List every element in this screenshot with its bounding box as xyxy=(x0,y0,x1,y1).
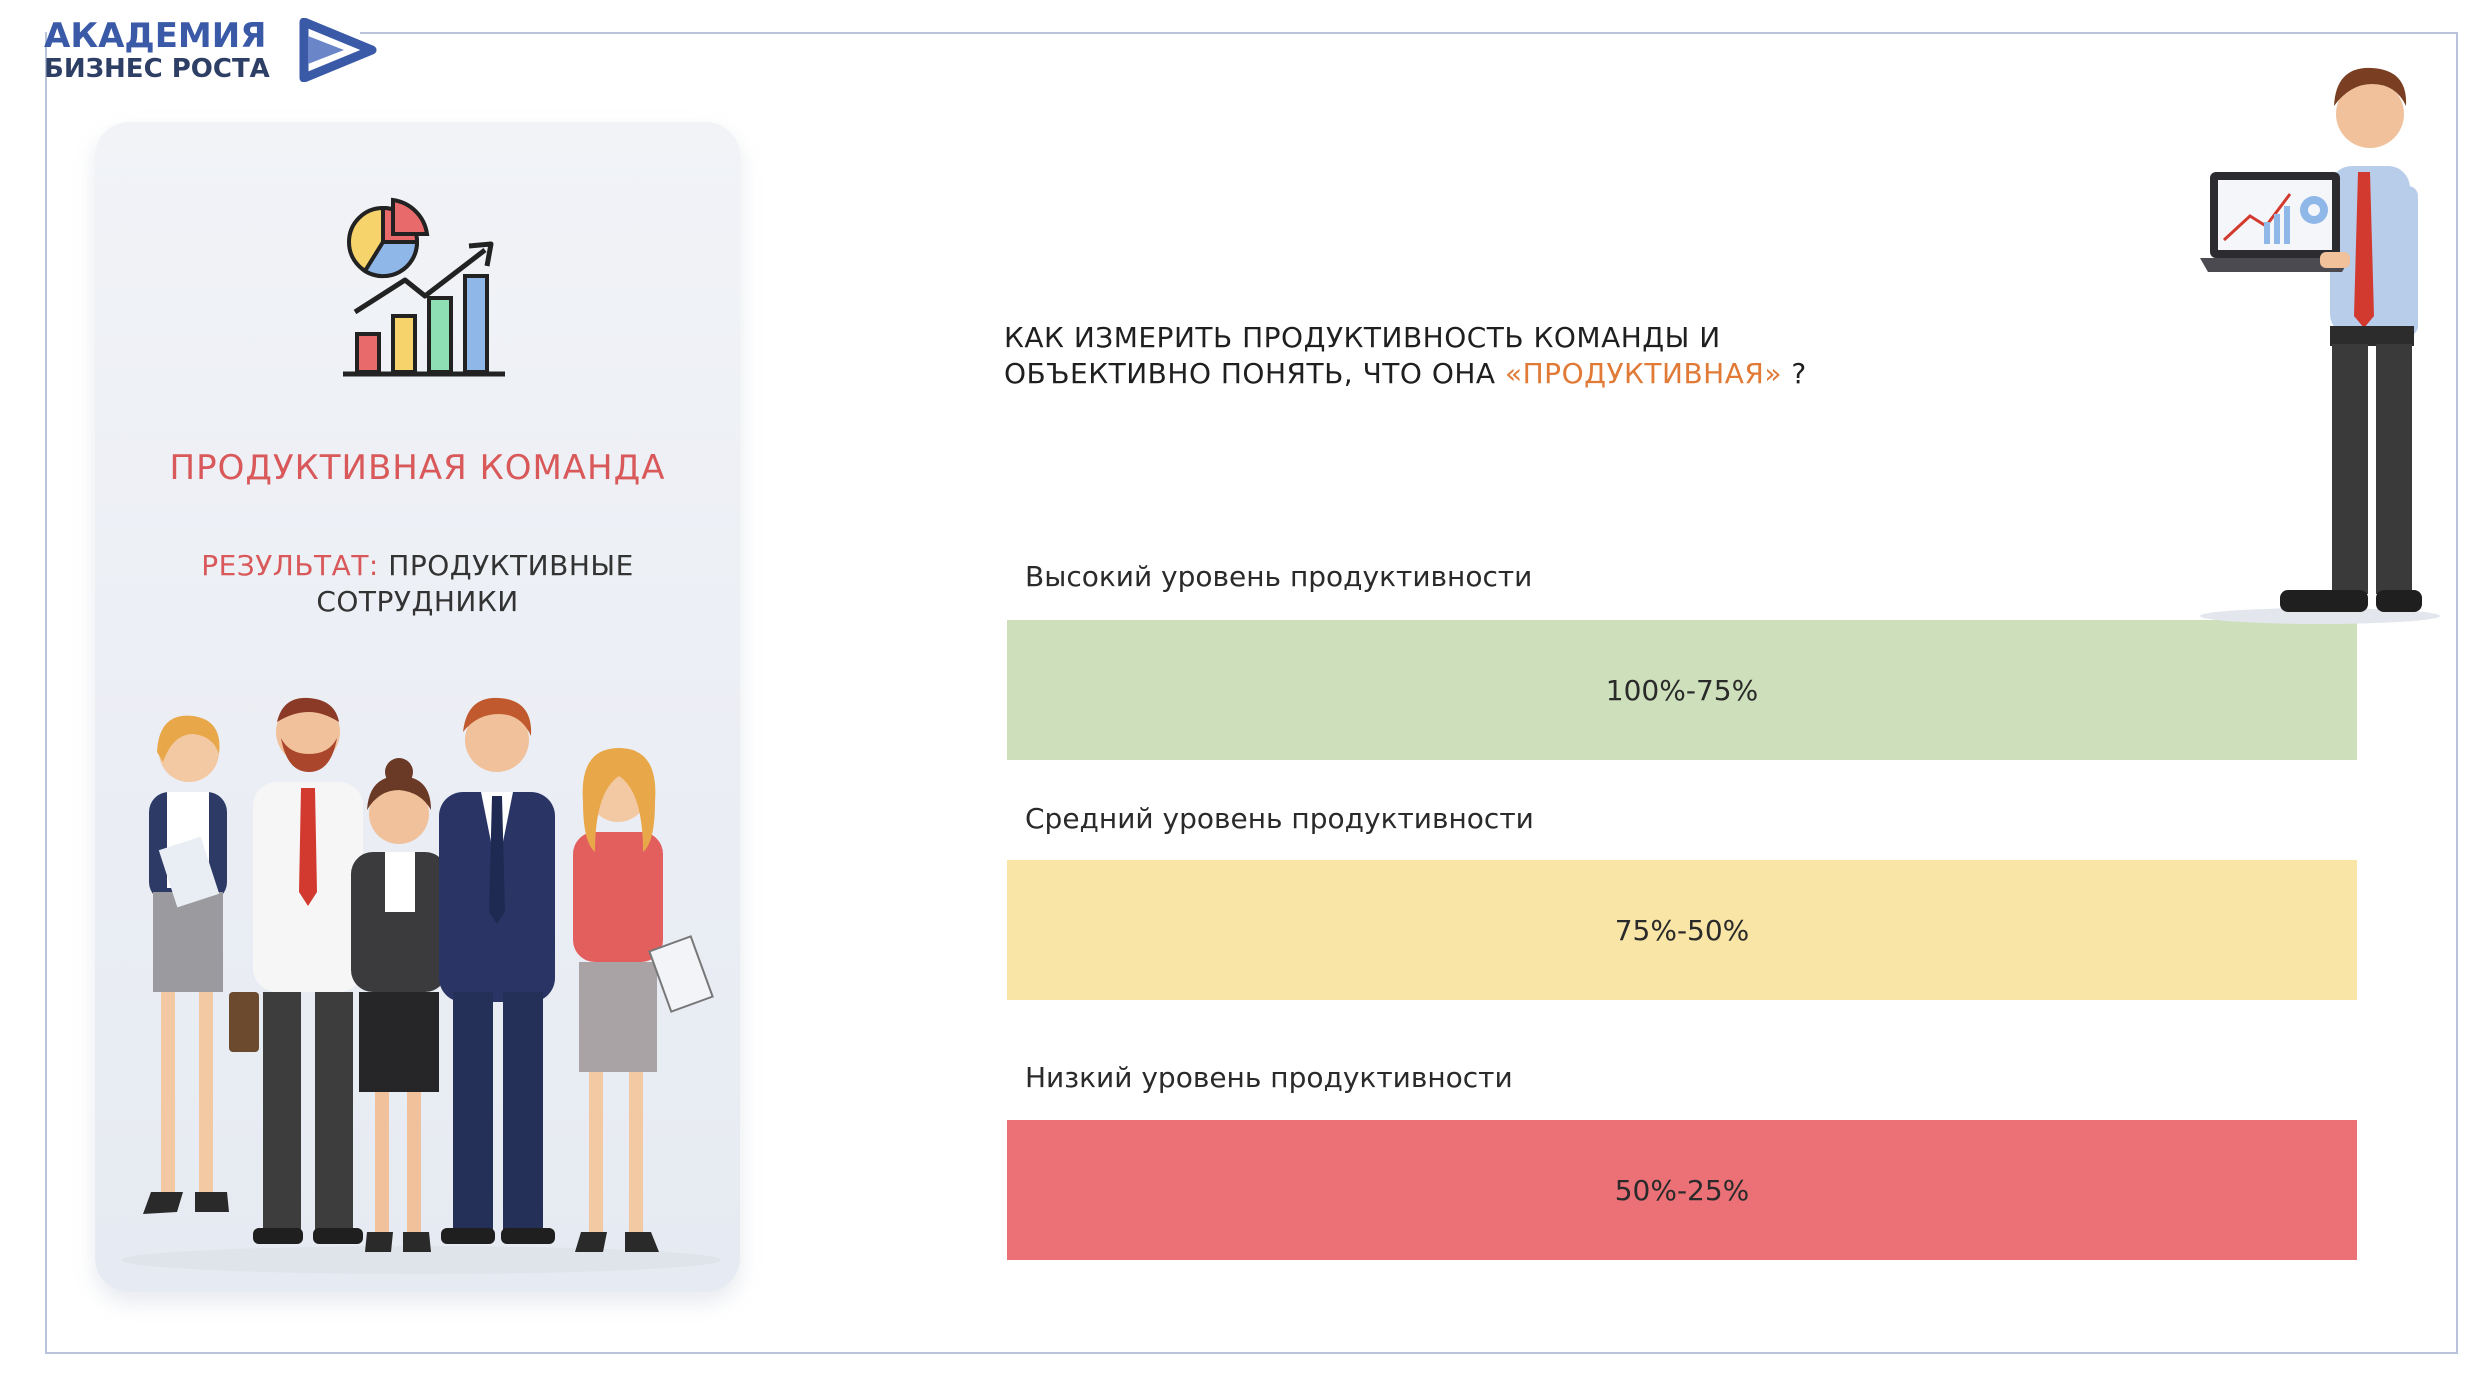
question-heading xyxy=(1004,320,1904,392)
growth-chart-icon xyxy=(335,194,515,384)
question-line2 xyxy=(1004,356,1904,392)
question-line2-before: ОБЪЕКТИВНО ПОНЯТЬ, ЧТО ОНА xyxy=(1004,357,1496,390)
presenter-illustration xyxy=(2180,66,2450,626)
result-text: ПРОДУКТИВНЫЕ СОТРУДНИКИ xyxy=(316,549,634,618)
level-high-bar xyxy=(1007,620,2357,760)
logo-line1: АКАДЕМИЯ xyxy=(44,16,267,56)
level-high-label: Высокий уровень продуктивности xyxy=(1025,560,1533,593)
level-high-range: 100%-75% xyxy=(1605,673,1759,707)
team-illustration xyxy=(103,692,738,1282)
level-low-bar xyxy=(1007,1120,2357,1260)
level-mid-range: 75%-50% xyxy=(1614,913,1750,947)
result-label: РЕЗУЛЬТАТ: xyxy=(201,549,379,582)
question-line1: КАК ИЗМЕРИТЬ ПРОДУКТИВНОСТЬ КОМАНДЫ И xyxy=(1004,321,1721,354)
card-result xyxy=(135,548,700,620)
level-mid-bar xyxy=(1007,860,2357,1000)
level-low-range: 50%-25% xyxy=(1614,1173,1750,1207)
level-mid-label: Средний уровень продуктивности xyxy=(1025,802,1534,835)
logo-line2: БИЗНЕС РОСТА xyxy=(44,54,270,84)
logo-play-icon xyxy=(274,18,378,82)
level-low-label: Низкий уровень продуктивности xyxy=(1025,1061,1513,1094)
question-accent: «ПРОДУКТИВНАЯ» xyxy=(1505,357,1782,390)
team-card xyxy=(95,122,740,1292)
card-title: ПРОДУКТИВНАЯ КОМАНДА xyxy=(169,448,666,488)
question-line2-after: ? xyxy=(1791,357,1807,390)
